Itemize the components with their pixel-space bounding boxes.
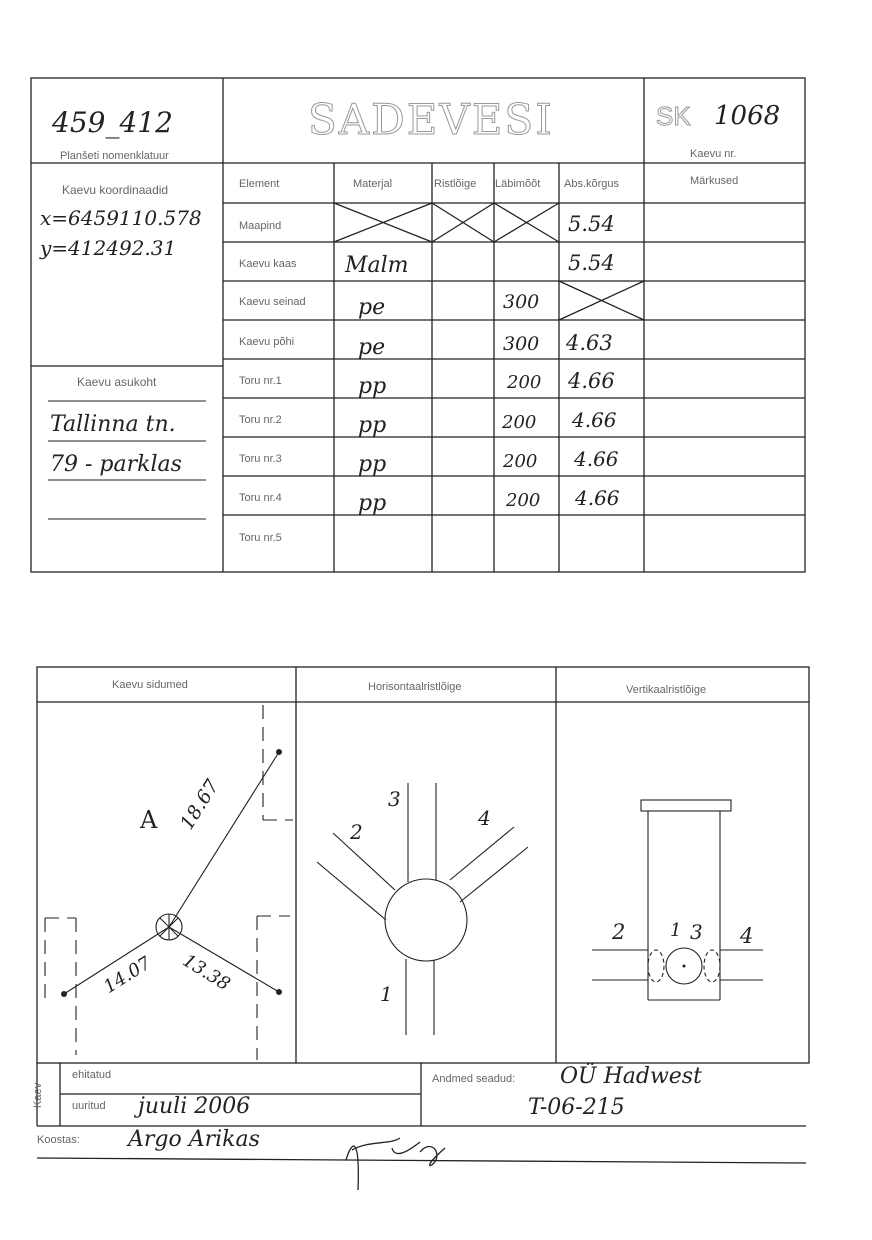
col-header-material: Materjal <box>353 178 393 190</box>
coordinate-y: y=412492.31 <box>40 236 177 260</box>
tie-point-a: A <box>140 806 158 834</box>
table-cell-diameter: 200 <box>502 412 537 433</box>
coordinate-x: x=6459110.578 <box>40 206 202 230</box>
sheet-number: 459_412 <box>52 106 173 139</box>
location-line1: Tallinna tn. <box>50 412 176 437</box>
tie-drawing <box>45 705 293 1060</box>
table-row-element: Toru nr.5 <box>239 532 282 544</box>
pipe-label: 4 <box>740 924 754 948</box>
drawing-frame <box>37 667 809 1063</box>
table-cell-material: pp <box>358 491 387 516</box>
vertical-section-drawing <box>592 800 763 1000</box>
table-cell-diameter: 300 <box>503 333 540 355</box>
panel-label-horizontal: Horisontaalristlõige <box>368 681 462 693</box>
coordinates-label: Kaevu koordinaadid <box>62 183 169 197</box>
table-cell-height: 4.66 <box>574 447 619 471</box>
table-cell-material: pe <box>358 335 386 360</box>
table-cell-diameter: 200 <box>503 451 538 472</box>
panel-label-ties: Kaevu sidumed <box>112 679 188 691</box>
footer-measured-value: juuli 2006 <box>138 1094 251 1119</box>
panel-label-vertical: Vertikaalristlõige <box>626 684 707 696</box>
footer-checked-label: ehitatud <box>72 1069 112 1081</box>
col-header-element: Element <box>239 178 280 190</box>
well-prefix: SK <box>656 101 691 131</box>
well-number: 1068 <box>714 101 781 131</box>
pipe-label: 1 <box>670 920 682 941</box>
col-header-height: Abs.kõrgus <box>564 178 620 190</box>
footer-data-value: OÜ Hadwest <box>560 1064 702 1089</box>
table-cell-height: 4.66 <box>575 486 620 510</box>
horizontal-section-drawing <box>317 783 528 1035</box>
col-header-diameter: Läbimõõt <box>495 178 541 190</box>
table-row-element: Kaevu põhi <box>239 336 295 348</box>
footer-data-code: T-06-215 <box>528 1095 625 1120</box>
table-cell-material: pp <box>358 413 387 438</box>
table-row-element: Kaevu seinad <box>239 296 306 308</box>
sheet-number-label: Planšeti nomenklatuur <box>60 150 169 162</box>
table-row-element: Toru nr.3 <box>239 453 282 465</box>
table-cell-material: pp <box>358 452 387 477</box>
pipe-label: 4 <box>478 806 491 830</box>
signature-scribble <box>346 1138 445 1190</box>
table-row-element: Toru nr.4 <box>239 492 282 504</box>
table-row-element: Kaevu kaas <box>239 258 297 270</box>
table-cell-height: 4.63 <box>566 331 613 355</box>
pipe-label: 2 <box>350 820 363 844</box>
pipe-label: 3 <box>388 787 401 811</box>
form-title: SADEVESI <box>308 95 554 144</box>
table-cell-diameter: 200 <box>507 372 542 393</box>
pipe-label: 3 <box>690 920 703 944</box>
table-cell-height: 4.66 <box>572 408 617 432</box>
table-cell-material: Malm <box>345 253 409 278</box>
footer-data-label: Andmed seadud: <box>432 1073 516 1085</box>
footer-author-value: Argo Arikas <box>128 1127 260 1152</box>
col-header-cross-section: Ristlõige <box>434 178 477 190</box>
table-cell-height: 5.54 <box>568 251 615 275</box>
location-label: Kaevu asukoht <box>77 375 157 389</box>
footer-author-label: Koostas: <box>37 1134 80 1146</box>
tie-distance-1: 18.67 <box>176 775 224 834</box>
footer-well-label: Kaev <box>32 1082 44 1108</box>
table-cell-diameter: 200 <box>506 490 541 511</box>
table-row-element: Toru nr.1 <box>239 375 282 387</box>
location-line2: 79 - parklas <box>50 452 182 477</box>
tie-distance-3: 13.38 <box>178 950 234 996</box>
table-cell-height: 5.54 <box>568 212 615 236</box>
footer-measured-label: uuritud <box>72 1100 106 1112</box>
table-row-element: Maapind <box>239 220 282 232</box>
pipe-label: 1 <box>380 982 393 1006</box>
col-header-notes: Märkused <box>690 175 739 187</box>
well-number-label: Kaevu nr. <box>690 148 737 160</box>
table-cell-diameter: 300 <box>503 291 540 313</box>
table-cell-height: 4.66 <box>568 369 615 393</box>
table-row-element: Toru nr.2 <box>239 414 282 426</box>
pipe-label: 2 <box>612 920 626 944</box>
tie-distance-2: 14.07 <box>100 952 155 998</box>
table-cell-material: pe <box>358 295 386 320</box>
table-cell-material: pp <box>358 374 387 399</box>
